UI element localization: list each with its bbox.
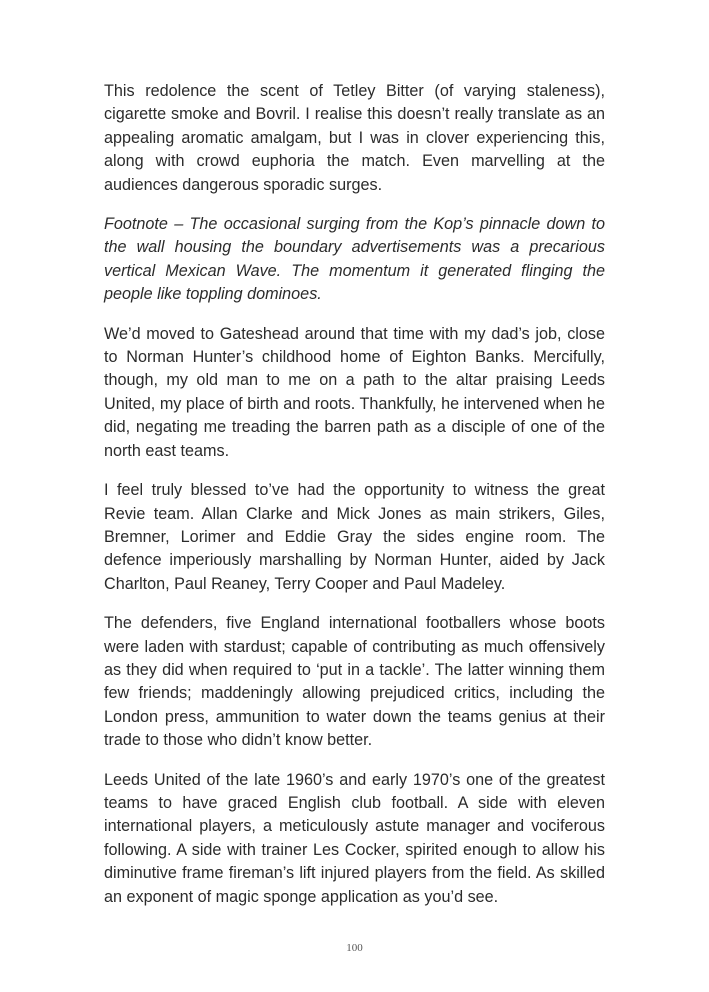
paragraph-revie-team: I feel truly blessed to’ve had the opportunity to witness the great Revie team. Allan Clarke and Mick Jones as main strikers, Giles, Bremner, Lorimer and Eddie Gray the sides engine room. The defence imperiously marshalling by Norman Hunter, aided by Jack Charlton, Paul Reaney, Terry Cooper and Paul Madeley.: [104, 481, 605, 593]
paragraph-defenders: The defenders, five England international footballers whose boots were laden with stardust; capable of contributing as much offensively as they did when required to ‘put in a tackle’. The latter winning them few friends; maddeningly allowing prejudiced critics, including the London press, ammunition to water down the teams genius at their trade to those who didn’t know better.: [104, 614, 605, 750]
page-number: 100: [346, 942, 363, 954]
paragraph-leeds-united: Leeds United of the late 1960’s and early 1970’s one of the greatest teams to have graced English club football. A side with eleven international players, a meticulously astute manager and vociferous following. A side with trainer Les Cocker, spirited enough to allow his diminutive frame fireman’s lift injured players from the field. As skilled an exponent of magic sponge application as you’d see.: [104, 770, 605, 906]
page-body: [104, 80, 605, 925]
paragraph-footnote: Footnote – The occasional surging from the Kop’s pinnacle down to the wall housing the boundary advertisements was a precarious vertical Mexican Wave. The momentum it generated flinging the people like toppling dominoes.: [104, 215, 605, 304]
paragraph-terrace-scent: This redolence the scent of Tetley Bitter (of varying staleness), cigarette smoke and Bovril. I realise this doesn’t really translate as an appealing aromatic amalgam, but I was in clover experiencing this, along with crowd euphoria the match. Even marvelling at the audiences dangerous sporadic surges.: [104, 82, 605, 194]
paragraph-gateshead: We’d moved to Gateshead around that time with my dad’s job, close to Norman Hunter’s childhood home of Eighton Banks. Mercifully, though, my old man to me on a path to the altar praising Leeds United, my place of birth and roots. Thankfully, he intervened when he did, negating me treading the barren path as a disciple of one of the north east teams.: [104, 324, 605, 460]
